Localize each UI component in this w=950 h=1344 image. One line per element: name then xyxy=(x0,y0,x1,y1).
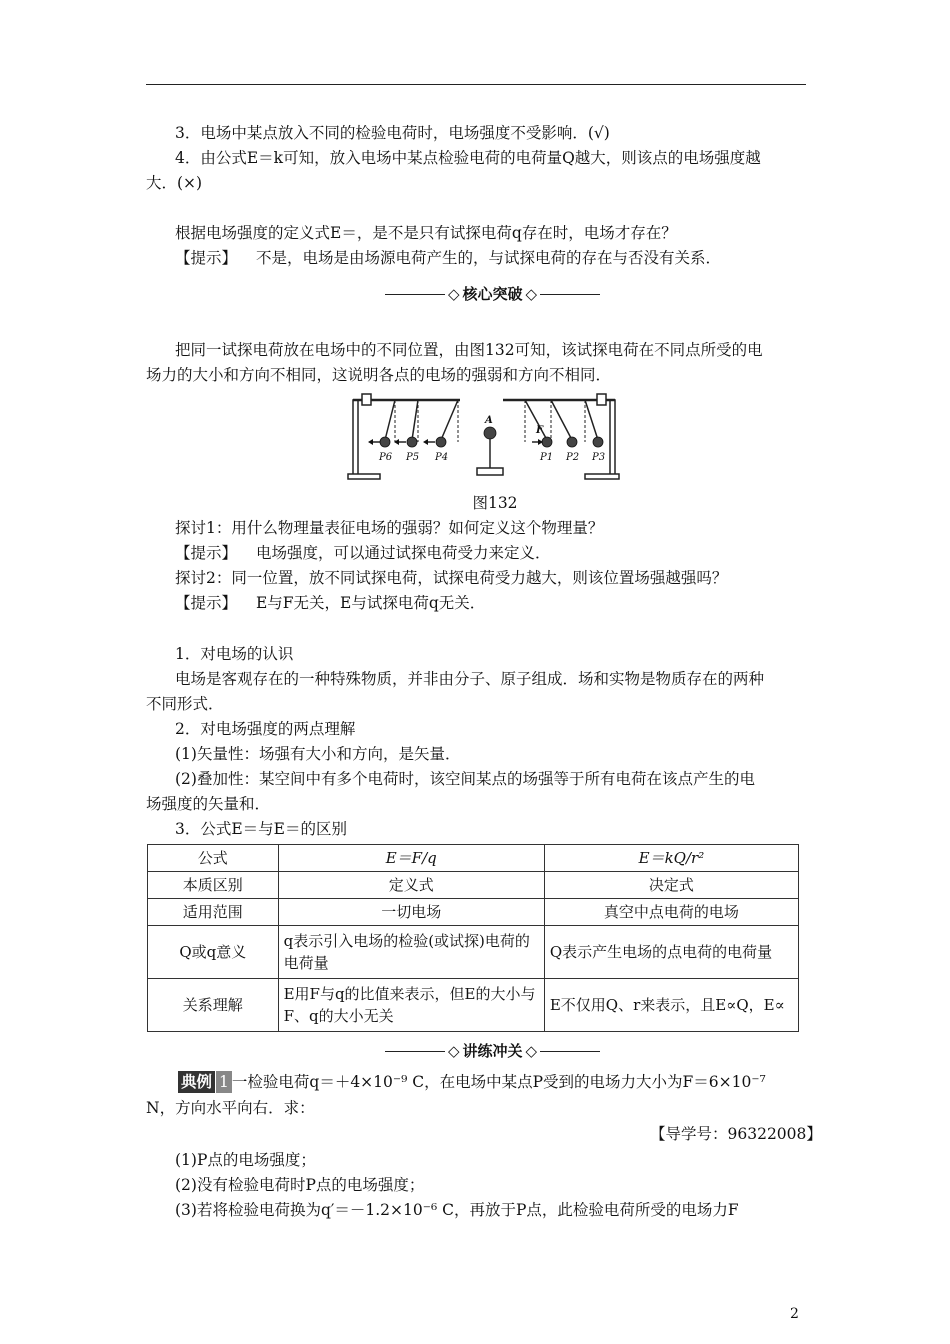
charge-a xyxy=(484,427,496,439)
right-stand-base xyxy=(585,474,619,479)
table-cell: Q表示产生电场的点电荷的电荷量 xyxy=(544,926,798,979)
question-text: 根据电场强度的定义式E＝，是不是只有试探电荷q存在时，电场才存在？ xyxy=(175,224,677,242)
item-4-line1: 4．由公式E＝k可知，放入电场中某点检验电荷的电荷量Q越大，则该点的电场强度越 xyxy=(175,149,761,167)
section-heading-practice xyxy=(360,1040,625,1061)
hint-1-text: 电场强度，可以通过试探电荷受力来定义． xyxy=(255,544,551,562)
hint-label: 【提示】 xyxy=(175,594,238,612)
table-row xyxy=(148,872,799,899)
discussion-2: 探讨2：同一位置，放不同试探电荷，试探电荷受力越大，则该位置场强越强吗？ xyxy=(175,569,728,587)
discussion-1: 探讨1：用什么物理量表征电场的强弱？如何定义这个物理量？ xyxy=(175,519,604,537)
section-heading-core xyxy=(360,283,625,304)
ball-p6 xyxy=(380,437,390,447)
page-number: 2 xyxy=(790,1306,799,1322)
label-p2: P2 xyxy=(566,452,580,463)
table-cell: 公式 xyxy=(148,845,279,872)
label-a: A xyxy=(485,415,493,426)
table-row xyxy=(148,899,799,926)
diamond-icon: ◇ xyxy=(525,1042,538,1060)
item-4-line2: 大．(×) xyxy=(146,174,203,192)
example-line2: N，方向水平向右．求： xyxy=(146,1099,315,1117)
figure-caption: 图132 xyxy=(472,494,518,512)
point-2-title: 2．对电场强度的两点理解 xyxy=(175,720,356,738)
example-q1: (1)P点的电场强度； xyxy=(175,1151,316,1169)
table-cell: E＝kQ/r² xyxy=(544,845,798,872)
example-tag: 典例 xyxy=(178,1071,215,1093)
hint-text: 不是，电场是由场源电荷产生的，与试探电荷的存在与否没有关系． xyxy=(255,249,721,267)
label-f: F xyxy=(536,425,544,436)
point-2a: (1)矢量性：场强有大小和方向，是矢量． xyxy=(175,745,461,763)
charge-a-stand xyxy=(477,468,503,475)
left-stand-base xyxy=(348,474,380,479)
question-hint xyxy=(175,247,721,269)
table-cell: E用F与q的比值来表示，但E的大小与F、q的大小无关 xyxy=(278,979,544,1032)
table-cell: 关系理解 xyxy=(148,979,279,1032)
ball-p3 xyxy=(593,437,603,447)
guide-number: 【导学号：96322008】 xyxy=(650,1125,822,1143)
item-3: 3．电场中某点放入不同的检验电荷时，电场强度不受影响．(√) xyxy=(175,124,610,142)
label-p4: P4 xyxy=(435,452,449,463)
table-cell: E＝F/q xyxy=(278,845,544,872)
intro-line1: 把同一试探电荷放在电场中的不同位置，由图132可知，该试探电荷在不同点所受的电 xyxy=(175,341,763,359)
ball-p4 xyxy=(436,437,446,447)
table-cell: 决定式 xyxy=(544,872,798,899)
table-cell: 定义式 xyxy=(278,872,544,899)
hint-2-text: E与F无关，E与试探电荷q无关． xyxy=(255,594,486,612)
table-cell: Q或q意义 xyxy=(148,926,279,979)
section-title: 核心突破 xyxy=(462,285,523,303)
hint-label: 【提示】 xyxy=(175,544,238,562)
example-q2: (2)没有检验电荷时P点的电场强度； xyxy=(175,1176,425,1194)
label-p6: P6 xyxy=(379,452,393,463)
example-q3: (3)若将检验电荷换为q′＝－1.2×10⁻⁶ C，再放于P点，此检验电荷所受的电场力F xyxy=(175,1201,739,1219)
right-stand-pole xyxy=(610,400,615,475)
table-row xyxy=(148,926,799,979)
hint-label: 【提示】 xyxy=(175,249,238,267)
section-title: 讲练冲关 xyxy=(462,1042,523,1060)
formula-comparison-table xyxy=(147,844,799,1032)
point-1-line1: 电场是客观存在的一种特殊物质，并非由分子、原子组成．场和实物是物质存在的两种 xyxy=(175,670,765,688)
table-cell: q表示引入电场的检验(或试探)电荷的电荷量 xyxy=(278,926,544,979)
point-2b-line1: (2)叠加性：某空间中有多个电荷时，该空间某点的场强等于所有电荷在该点产生的电 xyxy=(175,770,755,788)
point-2b-line2: 场强度的矢量和． xyxy=(146,795,271,813)
example-text: 一检验电荷q＝＋4×10⁻⁹ C，在电场中某点P受到的电场力大小为F＝6×10⁻⁷ xyxy=(231,1073,766,1091)
table-row xyxy=(148,845,799,872)
ball-p5 xyxy=(407,437,417,447)
table-cell: 适用范围 xyxy=(148,899,279,926)
label-p3: P3 xyxy=(592,452,606,463)
point-1-line2: 不同形式． xyxy=(146,695,224,713)
table-cell: 一切电场 xyxy=(278,899,544,926)
table-row xyxy=(148,979,799,1032)
label-p5: P5 xyxy=(406,452,420,463)
table-cell: 真空中点电荷的电场 xyxy=(544,899,798,926)
header-rule xyxy=(146,84,806,85)
diamond-icon: ◇ xyxy=(447,1042,460,1060)
diamond-icon: ◇ xyxy=(525,285,538,303)
table-cell: 本质区别 xyxy=(148,872,279,899)
diamond-icon: ◇ xyxy=(447,285,460,303)
ball-p1 xyxy=(542,437,552,447)
hint-1 xyxy=(175,542,550,564)
point-1-title: 1．对电场的认识 xyxy=(175,645,294,663)
example-line1 xyxy=(178,1071,766,1093)
point-3-title: 3．公式E＝与E＝的区别 xyxy=(175,820,347,838)
intro-line2: 场力的大小和方向不相同，这说明各点的电场的强弱和方向不相同． xyxy=(146,366,612,384)
ball-p2 xyxy=(567,437,577,447)
label-p1: P1 xyxy=(540,452,554,463)
pendulum-figure xyxy=(340,390,630,490)
example-number: 1 xyxy=(216,1071,232,1093)
left-stand-pole xyxy=(353,400,358,475)
table-cell: E不仅用Q、r来表示，且E∝Q，E∝ xyxy=(544,979,798,1032)
hint-2 xyxy=(175,592,485,614)
